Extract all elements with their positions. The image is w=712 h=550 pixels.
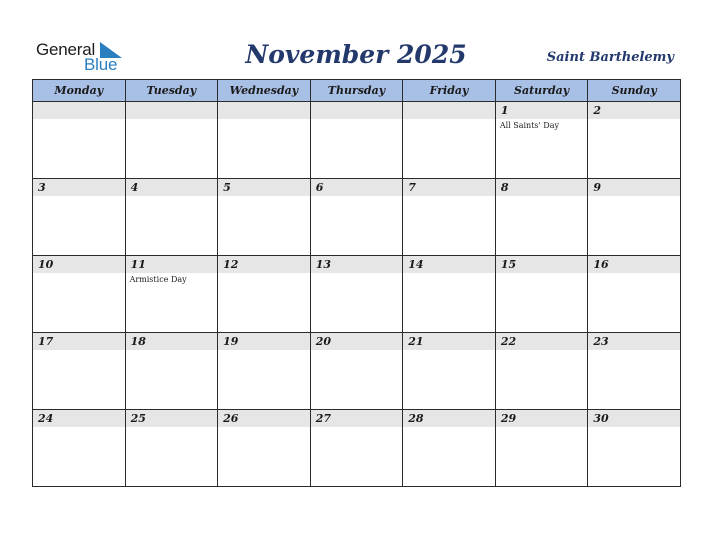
day-cell xyxy=(218,179,311,256)
day-cell xyxy=(125,179,218,256)
day-number: 17 xyxy=(38,335,54,348)
region-name: Saint Barthelemy xyxy=(546,50,674,65)
day-cell xyxy=(33,102,126,179)
logo-word-blue: Blue xyxy=(84,55,118,74)
day-cell xyxy=(588,102,681,179)
day-cell xyxy=(310,256,403,333)
day-number-band xyxy=(218,256,310,273)
day-number: 2 xyxy=(593,104,602,117)
day-cell xyxy=(588,256,681,333)
day-number: 24 xyxy=(38,412,54,425)
day-cell xyxy=(403,256,496,333)
logo-word-general: General xyxy=(36,40,96,59)
day-number: 9 xyxy=(593,181,602,194)
day-number-band xyxy=(588,410,680,427)
day-cell xyxy=(218,410,311,487)
day-number-band xyxy=(496,179,588,196)
day-cell xyxy=(125,410,218,487)
day-number: 8 xyxy=(500,181,509,194)
calendar-grid xyxy=(32,79,681,487)
day-cell xyxy=(495,256,588,333)
day-cell xyxy=(588,333,681,410)
day-cell xyxy=(403,179,496,256)
day-number: 18 xyxy=(130,335,146,348)
day-number-band xyxy=(218,102,310,119)
day-number: 11 xyxy=(130,258,146,271)
day-number-band xyxy=(403,179,495,196)
day-cell xyxy=(125,333,218,410)
weekday-header: Tuesday xyxy=(125,80,218,102)
weekday-header-row xyxy=(33,80,681,102)
day-number-band xyxy=(588,179,680,196)
day-number-band xyxy=(496,102,588,119)
day-number-band xyxy=(403,333,495,350)
day-number-band xyxy=(403,102,495,119)
day-number-band xyxy=(126,410,218,427)
day-number: 12 xyxy=(223,258,239,271)
day-cell xyxy=(310,102,403,179)
holiday-label: Armistice Day xyxy=(129,275,187,284)
weekday-header: Saturday xyxy=(495,80,588,102)
day-number-band xyxy=(311,179,403,196)
holiday-label: All Saints' Day xyxy=(499,121,559,130)
day-number: 6 xyxy=(315,181,324,194)
week-row xyxy=(33,102,681,179)
day-number-band xyxy=(311,333,403,350)
day-cell xyxy=(33,410,126,487)
week-row xyxy=(33,410,681,487)
day-number: 5 xyxy=(223,181,231,194)
day-cell xyxy=(403,102,496,179)
day-number-band xyxy=(126,256,218,273)
day-cell xyxy=(403,333,496,410)
day-number-band xyxy=(218,410,310,427)
day-number: 19 xyxy=(223,335,239,348)
weekday-header: Monday xyxy=(33,80,126,102)
day-number-band xyxy=(588,333,680,350)
day-number: 16 xyxy=(593,258,609,271)
day-cell xyxy=(310,410,403,487)
day-number-band xyxy=(588,102,680,119)
day-cell xyxy=(218,256,311,333)
day-number: 25 xyxy=(130,412,146,425)
day-cell xyxy=(218,102,311,179)
day-number: 7 xyxy=(408,181,416,194)
day-cell xyxy=(33,333,126,410)
day-cell xyxy=(495,410,588,487)
day-number: 10 xyxy=(38,258,54,271)
day-number: 13 xyxy=(315,258,331,271)
day-cell xyxy=(495,179,588,256)
day-number-band xyxy=(496,333,588,350)
day-number-band xyxy=(126,102,218,119)
day-number: 14 xyxy=(408,258,424,271)
day-number-band xyxy=(33,179,125,196)
day-cell xyxy=(495,102,588,179)
weekday-header: Friday xyxy=(403,80,496,102)
day-number: 21 xyxy=(408,335,424,348)
day-number-band xyxy=(218,333,310,350)
day-cell xyxy=(218,333,311,410)
day-number: 27 xyxy=(315,412,331,425)
day-number: 22 xyxy=(500,335,517,348)
day-number-band xyxy=(588,256,680,273)
day-number-band xyxy=(33,102,125,119)
day-number-band xyxy=(126,179,218,196)
day-number-band xyxy=(496,256,588,273)
day-number-band xyxy=(33,333,125,350)
day-cell xyxy=(33,256,126,333)
day-number: 1 xyxy=(500,104,509,117)
day-number-band xyxy=(403,410,495,427)
day-number-band xyxy=(496,410,588,427)
day-number-band xyxy=(33,256,125,273)
day-number-band xyxy=(311,102,403,119)
day-number-band xyxy=(218,179,310,196)
week-row xyxy=(33,256,681,333)
day-cell xyxy=(588,179,681,256)
day-number: 15 xyxy=(500,258,517,271)
day-number: 28 xyxy=(408,412,424,425)
day-cell xyxy=(125,102,218,179)
day-cell xyxy=(403,410,496,487)
week-row xyxy=(33,333,681,410)
day-number: 29 xyxy=(500,412,517,425)
day-cell xyxy=(310,179,403,256)
day-cell xyxy=(33,179,126,256)
day-number-band xyxy=(33,410,125,427)
weekday-header: Thursday xyxy=(310,80,403,102)
day-cell xyxy=(588,410,681,487)
day-number: 4 xyxy=(130,181,139,194)
day-number-band xyxy=(403,256,495,273)
day-number: 23 xyxy=(593,335,609,348)
day-cell xyxy=(495,333,588,410)
day-number-band xyxy=(311,256,403,273)
day-cell xyxy=(125,256,218,333)
day-number: 30 xyxy=(593,412,609,425)
calendar-title: November 2025 xyxy=(245,40,467,69)
weekday-header: Sunday xyxy=(588,80,681,102)
day-number: 26 xyxy=(223,412,239,425)
weekday-header: Wednesday xyxy=(218,80,311,102)
week-row xyxy=(33,179,681,256)
day-cell xyxy=(310,333,403,410)
day-number-band xyxy=(126,333,218,350)
day-number: 20 xyxy=(315,335,331,348)
day-number: 3 xyxy=(38,181,46,194)
day-number-band xyxy=(311,410,403,427)
